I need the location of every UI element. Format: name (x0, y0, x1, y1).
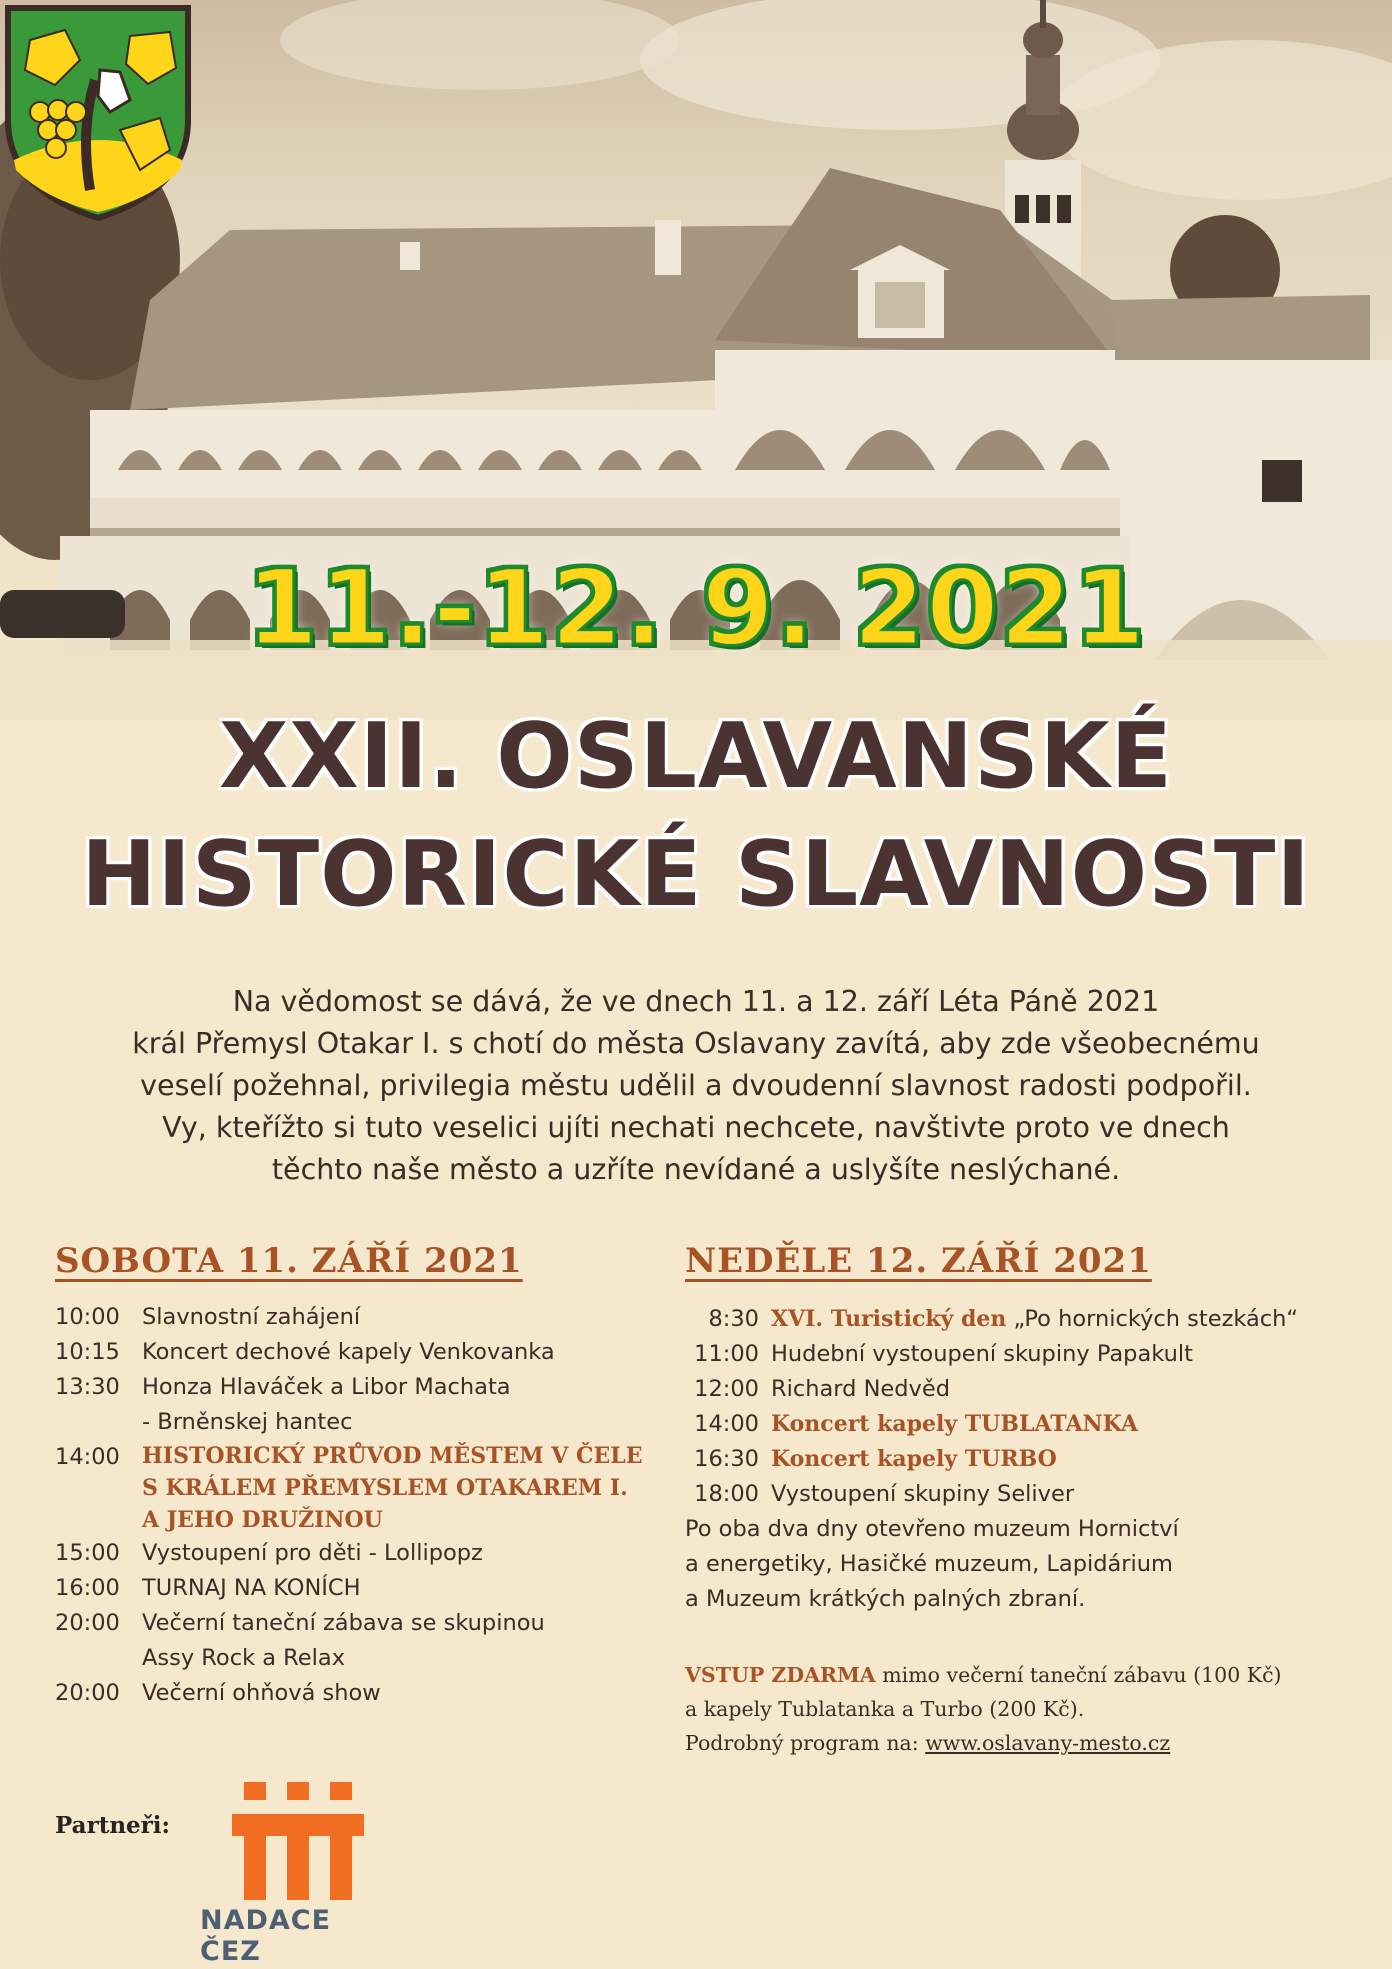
activity-line: HISTORICKÝ PRŮVOD MĚSTEM V ČELE (142, 1443, 643, 1469)
schedule-time: 16:30 (694, 1446, 759, 1472)
schedule-activity-highlight: Koncert kapely TURBO (771, 1446, 1057, 1472)
museum-info (685, 1512, 1325, 1617)
schedule-item (55, 1335, 675, 1370)
schedule-item (55, 1370, 675, 1440)
museum-line: Po oba dva dny otevřeno muzeum Hornictví (685, 1516, 1179, 1542)
event-date-title: 11.-12. 9. 2021 (245, 547, 1147, 669)
schedule-activity-highlight (142, 1440, 675, 1536)
schedule-item (55, 1606, 675, 1676)
activity-line: Večerní taneční zábava se skupinou (142, 1610, 545, 1636)
activity-line: Honza Hlaváček a Libor Machata (142, 1374, 511, 1400)
schedule-item (685, 1442, 1365, 1477)
schedule-time: 16:00 (55, 1575, 120, 1601)
intro-line: Vy, kteřížto si tuto veselici ujíti nechati nechcete, navštivte proto ve dnech (162, 1111, 1230, 1144)
saturday-heading: SOBOTA 11. ZÁŘÍ 2021 (55, 1241, 523, 1281)
schedule-time: 13:30 (55, 1374, 120, 1400)
schedule-time: 14:00 (55, 1444, 120, 1470)
schedule-activity-highlight: Koncert kapely TUBLATANKA (771, 1411, 1138, 1437)
partner-name: NADACE ČEZ (200, 1905, 332, 1967)
schedule-time: 12:00 (694, 1376, 759, 1402)
schedule-activity: Vystoupení skupiny Seliver (771, 1481, 1075, 1507)
schedule-time: 20:00 (55, 1610, 120, 1636)
schedule-activity: Slavnostní zahájení (142, 1304, 361, 1330)
schedule-item (685, 1337, 1365, 1372)
program-label: Podrobný program na: (685, 1731, 926, 1755)
museum-line: a energetiky, Hasičké muzeum, Lapidárium (685, 1551, 1173, 1577)
schedule-time: 20:00 (55, 1680, 120, 1706)
town-crest-icon (0, 0, 196, 224)
schedule-time: 15:00 (55, 1540, 120, 1566)
nadace-cez-logo-icon (232, 1782, 364, 1900)
schedule-time: 14:00 (694, 1411, 759, 1437)
activity-line: S KRÁLEM PŘEMYSLEM OTAKAREM I. (142, 1475, 628, 1501)
schedule-item (685, 1302, 1365, 1337)
schedule-time: 8:30 (708, 1306, 759, 1332)
schedule-item (55, 1300, 675, 1335)
schedule-activity: Richard Nedvěd (771, 1376, 950, 1402)
intro-paragraph (60, 981, 1332, 1191)
schedule-item (55, 1440, 675, 1536)
saturday-schedule (55, 1300, 675, 1711)
intro-line: král Přemysl Otakar I. s chotí do města Oslavany zavítá, aby zde všeobecnému (132, 1027, 1260, 1060)
website-link[interactable]: www.oslavany-mesto.cz (925, 1731, 1171, 1755)
entry-info (685, 1658, 1365, 1760)
activity-text: „Po hornických stezkách“ (1006, 1306, 1299, 1332)
intro-line: veselí požehnal, privilegia městu udělil a dvoudenní slavnost radosti podpořil. (140, 1069, 1252, 1102)
schedule-item (685, 1407, 1365, 1442)
schedule-time: 10:15 (55, 1339, 120, 1365)
activity-line: - Brněnskej hantec (142, 1409, 353, 1435)
entry-line (685, 1658, 1365, 1692)
activity-highlight: XVI. Turistický den (771, 1306, 1007, 1332)
activity-line: A JEHO DRUŽINOU (142, 1507, 383, 1533)
sunday-heading: NEDĚLE 12. ZÁŘÍ 2021 (685, 1241, 1152, 1281)
schedule-activity: Večerní ohňová show (142, 1680, 381, 1706)
schedule-item (685, 1372, 1365, 1407)
event-title-line2: HISTORICKÉ SLAVNOSTI (81, 822, 1311, 927)
schedule-item (55, 1676, 675, 1711)
schedule-time: 10:00 (55, 1304, 120, 1330)
program-line (685, 1726, 1365, 1760)
schedule-activity (771, 1302, 1365, 1337)
museum-line: a Muzeum krátkých palných zbraní. (685, 1586, 1086, 1612)
schedule-activity: Vystoupení pro děti - Lollipopz (142, 1540, 483, 1566)
intro-line: Na vědomost se dává, že ve dnech 11. a 12. září Léta Páně 2021 (232, 985, 1160, 1018)
schedule-activity: TURNAJ NA KONÍCH (142, 1575, 361, 1601)
schedule-activity (142, 1370, 675, 1440)
schedule-time: 18:00 (694, 1481, 759, 1507)
schedule-item (55, 1536, 675, 1571)
entry-text: mimo večerní taneční zábavu (100 Kč) (875, 1663, 1282, 1687)
sunday-schedule (685, 1302, 1365, 1512)
free-entry-label: VSTUP ZDARMA (685, 1663, 876, 1687)
entry-line: a kapely Tublatanka a Turbo (200 Kč). (685, 1697, 1085, 1721)
schedule-item (55, 1571, 675, 1606)
activity-line: Assy Rock a Relax (142, 1645, 346, 1671)
intro-line: těchto naše město a uzříte nevídané a uslyšíte neslýchané. (271, 1153, 1121, 1186)
schedule-activity: Koncert dechové kapely Venkovanka (142, 1339, 555, 1365)
schedule-item (685, 1477, 1365, 1512)
schedule-activity (142, 1606, 675, 1676)
schedule-activity: Hudební vystoupení skupiny Papakult (771, 1341, 1193, 1367)
partners-label: Partneři: (55, 1812, 171, 1839)
event-title-line1: XXII. OSLAVANSKÉ (218, 704, 1174, 809)
schedule-time: 11:00 (694, 1341, 759, 1367)
